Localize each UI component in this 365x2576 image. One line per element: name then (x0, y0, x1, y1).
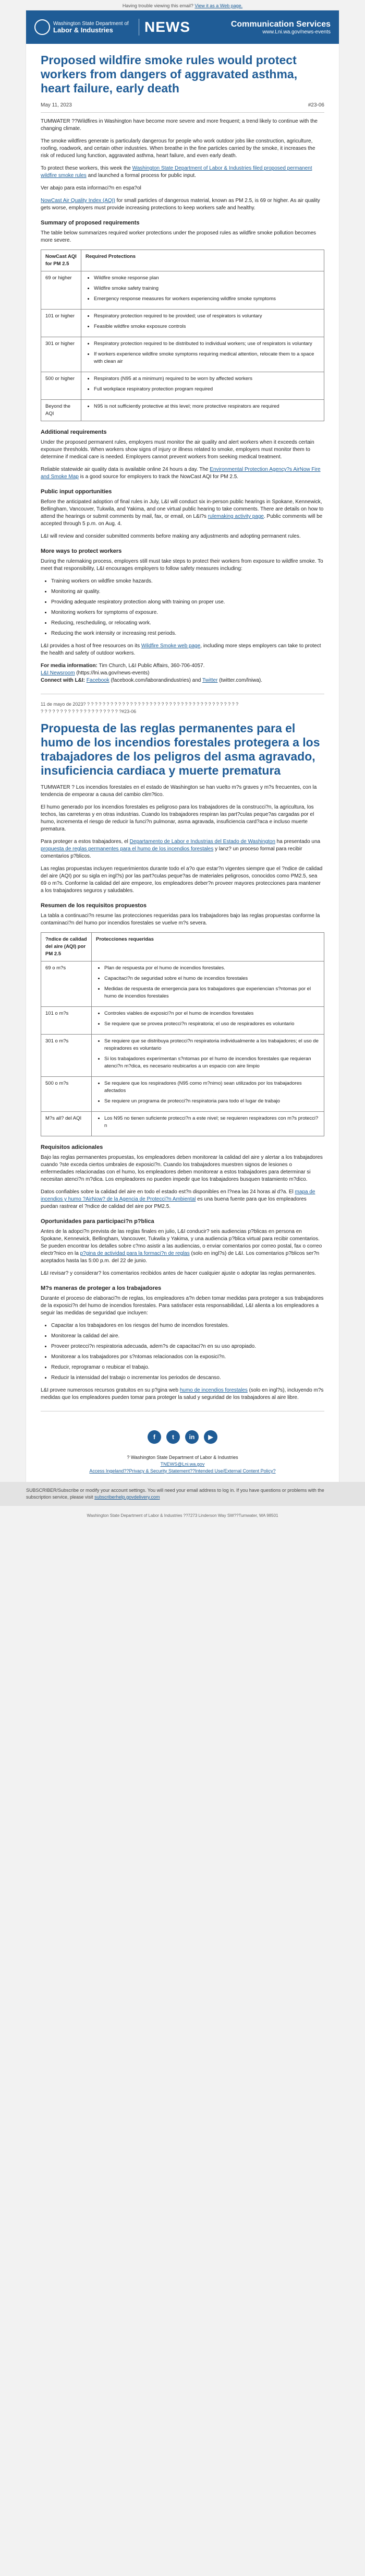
paragraph: Ver abajo para esta informaci?n en espa?ol (41, 185, 141, 191)
paragraph: Bajo las reglas permanentes propuestas, los empleadores deben monitorear la calidad del aire y alertar a los trabajadores cuando ?ste exceda ciertos umbrales de exposici?n. Cuando los trabajadores muestren signos de lesiones o enfermedades relacionadas con el humo, los empleadores deben monitorear a estos trabajadores para determinar si necesitan atenci?n m?dica. Los empleadores no pueden impedir que los trabajadores busquen tratamiento m?dico. (41, 1155, 323, 1182)
rules-es-link[interactable]: propuesta de reglas permanentes para el humo de los incendios forestales (41, 846, 214, 852)
list-item: • Capacitar a los trabajadores en los riesgos del humo de incendios forestales. (51, 1322, 324, 1329)
paragraph: Durante el proceso de elaboraci?n de reglas, los empleadores a?n deben tomar medidas para proteger a sus trabajadores de la exposici?n del humo de incendios forestales. Para satisfacer esta responsabilidad, L&I alienta a los empleadores a seguir las medidas de seguridad que incluyen: (41, 1296, 324, 1316)
list-item: • Reducir la intensidad del trabajo o incrementar los periodos de descanso. (51, 1374, 324, 1382)
email-header (26, 10, 339, 44)
wildfire-smoke-es-link[interactable]: humo de incendios forestales (179, 1387, 248, 1393)
paragraph: Under the proposed permanent rules, employers must monitor the air quality and alert workers when it exceeds certain exposure thresholds. When workers show signs of injury or illness related to smoke, employers must monitor them to determine if medical care is needed. Employers cannot prevent workers from seeking medical treatment. (41, 440, 314, 460)
email-card (26, 10, 339, 1482)
paragraph: L&I will review and consider submitted comments before making any adjustments and adopting permanent rules. (41, 533, 301, 539)
youtube-icon[interactable]: ▶ (204, 1430, 217, 1444)
paragraph: Antes de la adopci?n prevista de las reglas finales en julio, L&I conducir? seis audiencias p?blicas en persona en Spokane, Kennewick, Bellingham, Vancouver, Tukwila y Yakima, y una audiencia p?blica virtual para recibir comentarios. Se pueden encontrar los detalles sobre c?mo asistir a las audiencias, o enviar comentarios por correo postal, fax o correo electr?nico en la p?gina de actividad para la formaci?n de reglas (solo en ingl?s) de L&I. Los comentarios p?blicos ser?n aceptados hasta las 5:00 p.m. del 22 de junio. (41, 1229, 322, 1264)
aqi-link[interactable]: NowCast Air Quality Index (AQI) (41, 198, 115, 204)
section-heading: Additional requirements (41, 429, 107, 435)
paragraph: TUMWATER ? Los incendios forestales en el estado de Washington se han vuelto m?s graves y m?s frecuentes, con la tendencia de empeorar a causa del cambio clim?tico. (41, 785, 317, 798)
release-date: May 11, 2023 (41, 102, 72, 108)
paragraph: Datos confiables sobre la calidad del aire en todo el estado est?n disponibles en l?nea las 24 horas al d?a. El mapa de incendios y humo ?AirNow? de la Agencia de Protecci?n Ambiental es una buena fuente para que los empleadores puedan rastrear el ?ndice de calidad del aire por PM2.5. (41, 1189, 315, 1209)
paragraph: During the rulemaking process, employers still must take steps to protect their workers from exposure to wildfire smoke. To meet that responsibility, L&I encourages employers to follow safety measures including: (41, 559, 323, 572)
paragraph: El humo generado por los incendios forestales es peligroso para los trabajadores de la construcci?n, la agricultura, los techos, las carreteras y en otras industrias. Cuando los trabajadores respiran las part?culas peque?as cargadas por el humo, incrementa el riesgo de reducir la funci?n pulmonar, asma agravada, insuficiencia card?aca e incluso muerte prematura. (41, 804, 314, 832)
section-heading: Summary of proposed requirements (41, 220, 140, 226)
section-heading: More ways to protect workers (41, 548, 122, 554)
paragraph: L&I provee numerosos recursos gratuitos en su p?gina web humo de incendios forestales (solo en ingl?s), incluyendo m?s medidas que los empleadores pueden tomar para proteger la salud y seguridad de los trabajadores al aire libre. (41, 1387, 324, 1400)
top-note (0, 0, 365, 10)
rulemaking-es-link[interactable]: p?gina de actividad para la formaci?n de reglas (80, 1251, 190, 1256)
paragraph: Para proteger a estos trabajadores, el Departamento de Labor e Industrias del Estado de Washington ha presentado una propuesta de reglas permanentes para el humo de los incendios forestales y lanz? un proceso formal para recibir comentarios p?blicos. (41, 839, 321, 859)
proposed-rules-link[interactable]: Washington State Department of Labor & Industries filed proposed permanent wildfire smoke rules (41, 165, 312, 179)
linkedin-icon[interactable]: in (185, 1430, 199, 1444)
paragraph: L&I revisar? y considerar? los comentarios recibidos antes de hacer cualquier ajuste o adoptar las reglas permanentes. (41, 1271, 317, 1276)
list-item: • Monitoring workers for symptoms of exposure. (51, 609, 324, 616)
table-row: 500 o m?s • Se requiere que los respiradores (N95 como m?nimo) sean utilizados por los trabajadores afectados • Se requiere un programa de protecci?n respiratoria para todo el lugar de trabajo (41, 1077, 324, 1112)
policy-links[interactable]: Access Ingeland??Privacy & Security Statement??Intended Use/External Content Policy? (89, 1468, 276, 1474)
table-row: 101 o m?s • Controles viables de exposici?n por el humo de incendios forestales • Se requiere que se provea protecci?n respiratoria; el uso de respiradores es voluntario (41, 1007, 324, 1035)
news-label: NEWS (139, 19, 190, 35)
list-item: • Reducing the work intensity or increasing rest periods. (51, 630, 324, 637)
table-row: 500 or higher • Respirators (N95 at a minimum) required to be worn by affected workers • Full workplace respiratory protection program required (41, 372, 324, 400)
section-heading: Oportunidades para participaci?n p?blica (41, 1218, 154, 1225)
airnow-es-link[interactable]: mapa de incendios y humo ?AirNow? de la Agencia de Protecci?n Ambiental (41, 1189, 315, 1202)
top-note-text: Having trouble viewing this email? (122, 3, 193, 8)
section-heading: Resumen de los requisitos propuestos (41, 903, 147, 909)
twitter-icon[interactable]: t (166, 1430, 180, 1444)
requirements-table-en: NowCast AQI for PM 2.5 Required Protections 69 or higher • Wildfire smoke response plan • Wildfire smoke safety training • Emergency response measures for workers experiencing wildfire smoke symptoms 101 or higher • Respiratory protection required to be provided; use of respirators is voluntary • Feasible wildfire smoke exposure controls 301 or higher • Respiratory protection required to be distributed to individual workers; use of respirators is voluntary • If workers experience wildfire smoke symptoms requiring medical attention, relocate them to a space with clean air 500 or higher • Respirators (N95 at a minimum) required to be worn by affected workers • Full workplace respiratory protection program required Beyond the AQI • N95 is not sufficiently protective at this level; more protective respirators are required (41, 250, 324, 421)
table-row: 69 or higher • Wildfire smoke response plan • Wildfire smoke safety training • Emergency response measures for workers experiencing wildfire smoke symptoms (41, 271, 324, 310)
lni-es-link[interactable]: Departamento de Labor e Industrias del Estado de Washington (129, 839, 275, 845)
newsroom-link[interactable]: L&I Newsroom (41, 670, 75, 676)
wildfire-smoke-link[interactable]: Wildfire Smoke web page (141, 643, 201, 649)
safety-list-es (41, 1322, 324, 1382)
comm-services-title: Communication Services (230, 19, 331, 29)
list-item: • Monitorear a los trabajadores por s?ntomas relacionados con la exposici?n. (51, 1354, 324, 1361)
paragraph: To protect these workers, this week the Washington State Department of Labor & Industries filed proposed permanent wildfire smoke rules and launched a formal process for public input. (41, 165, 312, 179)
release-number: #23-06 (308, 102, 324, 108)
list-item: • Reducir, reprogramar o reubicar el trabajo. (51, 1364, 324, 1371)
subscriber-help-link[interactable]: subscriberhelp.govdelivery.com (94, 1494, 160, 1500)
footer (26, 1451, 339, 1482)
safety-list-en (41, 578, 324, 637)
social-bar (26, 1423, 339, 1451)
paragraph: Reliable statewide air quality data is available online 24 hours a day. The Environmental Protection Agency?s AirNow Fire and Smoke Map is a good source for employers to track the NowCast AQI for PM 2.5. (41, 467, 321, 480)
list-item: • Training workers on wildfire smoke hazards. (51, 578, 324, 585)
list-item: • Monitoring air quality. (51, 588, 324, 596)
paragraph: L&I provides a host of free resources on its Wildfire Smoke web page, including more steps employers can take to protect the health and safety of outdoor workers. (41, 643, 321, 656)
facebook-icon[interactable]: f (148, 1430, 161, 1444)
list-item: • Providing adequate respiratory protection along with training on proper use. (51, 599, 324, 606)
state-seal-icon (34, 19, 50, 35)
section-heading: M?s maneras de proteger a los trabajadores (41, 1285, 162, 1291)
airnow-link[interactable]: Environmental Protection Agency?s AirNow Fire and Smoke Map (41, 467, 321, 480)
twitter-link[interactable]: Twitter (202, 678, 218, 683)
subscription-bar: SUBSCRIBER/Subscribe or modify your account settings. You will need your email address to log in. If you have questions or problems with the subscription service, please visit subscriberhelp.govdelivery.com (0, 1482, 365, 1506)
rulemaking-link[interactable]: rulemaking activity page (208, 514, 264, 519)
list-item: • Proveer protecci?n respiratoria adecuada, adem?s de capacitaci?n en su uso apropiado. (51, 1343, 324, 1350)
table-row: M?s all? del AQI • Los N95 no tienen suficiente protecci?n a este nivel; se requieren respiradores con m?s protecci?n (41, 1112, 324, 1136)
paragraph: The table below summarizes required worker protections under the proposed rules as wildfire smoke pollution becomes more severe. (41, 230, 317, 243)
paragraph: La tabla a continuaci?n resume las protecciones requeridas para los trabajadores bajo las reglas propuestas conforme la contaminaci?n del humo por incendios forestales se vuelve m?s severa. (41, 913, 320, 926)
paragraph: TUMWATER ??Wildfires in Washington have become more severe and more frequent; a trend likely to continue with the changing climate. (41, 118, 318, 132)
paragraph: The smoke wildfires generate is particularly dangerous for people who work outdoor jobs like construction, agriculture, roofing, roadwork, and certain other industries. When breathe in the fine particles carried by the smoke, it increases the risk of reduced lung function, aggravated asthma, heart failure, and even early death. (41, 138, 315, 159)
org-line2: Labor & Industries (53, 26, 113, 34)
section-heading: Public input opportunities (41, 489, 112, 495)
headline-es: Propuesta de las reglas permanentes para el humo de los incendios forestales protegera a los trabajadores de los peligros del asma agravado, insuficiencia cardiaca y muerte prematura (41, 721, 320, 777)
contact-block: For media information: Tim Church, L&I Public Affairs, 360-706-4057. L&I Newsroom (https://lni.wa.gov/news-events) Connect with L&I: Facebook (facebook.com/laborandindustries) and Twitter (twitter.com/lniwa). (41, 663, 262, 683)
view-as-web-link[interactable]: View it as a Web page. (194, 3, 243, 8)
list-item: • Monitorear la calidad del aire. (51, 1333, 324, 1340)
lni-logo (34, 19, 139, 35)
list-item: • Reducing, rescheduling, or relocating work. (51, 620, 324, 627)
table-row: 301 o m?s • Se requiere que se distribuya protecci?n respiratoria individualmente a los trabajadores; el uso de respiradores es voluntario • Si los trabajadores experimentan s?ntomas por el humo de incendios forestales que requieran atenci?n m?dica, es necesario reubicarlos a un espacio con aire limpio (41, 1035, 324, 1077)
paragraph: NowCast Air Quality Index (AQI) for small particles of dangerous material, known as PM 2.5, is 69 or higher. As air quality gets worse, employers must provide increasing protections to keep workers safe and healthy. (41, 198, 320, 211)
copyright: ? Washington State Department of Labor & Industries (127, 1455, 238, 1460)
facebook-link[interactable]: Facebook (86, 678, 110, 683)
comm-services-url: www.Lni.wa.gov/news-events (262, 29, 331, 35)
section-heading: Requisitos adicionales (41, 1144, 103, 1150)
requirements-table-es: ?ndice de calidad del aire (AQI) por PM 2.5 Protecciones requeridas 69 o m?s • Plan de respuesta por el humo de incendios forestales. • Capacitaci?n de seguridad sobre el humo de incendios forestales • Medidas de respuesta de emergencia para los trabajadores que experiencian s?ntomas por el humo de incendios forestales 101 o m?s • Controles viables de exposici?n por el humo de incendios forestales • Se requiere que se provea protecci?n respiratoria; el uso de respiradores es voluntario 301 o m?s • Se requiere que se distribuya protecci?n respiratoria individualmente a los trabajadores; el uso de respiradores es voluntario • Si los trabajadores experimentan s?ntomas por el humo de incendios forestales que requieran atenci?n m?dica, es necesario reubicarlos a un espacio con aire limpio 500 o m?s • Se requiere que los respiradores (N95 como m?nimo) sean utilizados por los trabajadores afectados • Se requiere un programa de protecci?n respiratoria para todo el lugar de trabajo M?s all? del AQI • Los N95 no tienen suficiente protecci?n a este nivel; se requieren respiradores con m?s protecci?n (41, 932, 324, 1136)
paragraph: Before the anticipated adoption of final rules in July, L&I will conduct six in-person public hearings in Spokane, Kennewick, Bellingham, Vancouver, Tukwila, and Yakima, and one virtual public hearing to take comments. There are details on how to attend the hearings or submit comments by mail, fax, or email, on L&I?s rulemaking activity page. Public comments will be accepted through 5 p.m. on Aug. 4. (41, 499, 324, 527)
table-row: 69 o m?s • Plan de respuesta por el humo de incendios forestales. • Capacitaci?n de seguridad sobre el humo de incendios forestales • Medidas de respuesta de emergencia para los trabajadores que experiencian s?ntomas por el humo de incendios forestales (41, 961, 324, 1007)
paragraph: Las reglas propuestas incluyen requerimientos durante todo el a?o que estar?n vigentes siempre que el ?ndice de calidad del aire (AQI) por su sigla en ingl?s) por las part?culas peque?as de materiales peligrosos, conocidos como PM2.5, sea 69 o m?s. Conforme la calidad del aire empeore, los empleadores deber?n proveer mayores protecciones para mantener a los trabajadores seguros y saludables. (41, 866, 323, 894)
headline-en: Proposed wildfire smoke rules would protect workers from dangers of aggravated asthma, heart failure, early death (41, 53, 298, 95)
org-address: Washington State Department of Labor & Industries ??7273 Linderson Way SW??Tumwater, WA 98501 (87, 1513, 278, 1518)
email-content (26, 44, 339, 1423)
spanish-dateline: 11 de mayo de 2023? ? ? ? ? ? ? ? ? ? ? ? ? ? ? ? ? ? ? ? ? ? ? ? ? ? ? ? ? ? ? ? ? ? ? ? ? ? ? ? ? ? ? ? ? ? ? ? ? ? ? ? ? ? ? ? ? ? ? ? ?#23-06 (41, 702, 239, 714)
table-row: 301 or higher • Respiratory protection required to be distributed to individual workers; use of respirators is voluntary • If workers experience wildfire smoke symptoms requiring medical attention, relocate them to a space with clean air (41, 337, 324, 372)
dateline (41, 102, 324, 113)
org-line1: Washington State Department of (53, 21, 129, 27)
table-row: 101 or higher • Respiratory protection required to be provided; use of respirators is voluntary • Feasible wildfire smoke exposure controls (41, 310, 324, 337)
table-row: Beyond the AQI • N95 is not sufficiently protective at this level; more protective respirators are required (41, 400, 324, 421)
email-link[interactable]: TNEWS@Lni.wa.gov (160, 1462, 205, 1467)
